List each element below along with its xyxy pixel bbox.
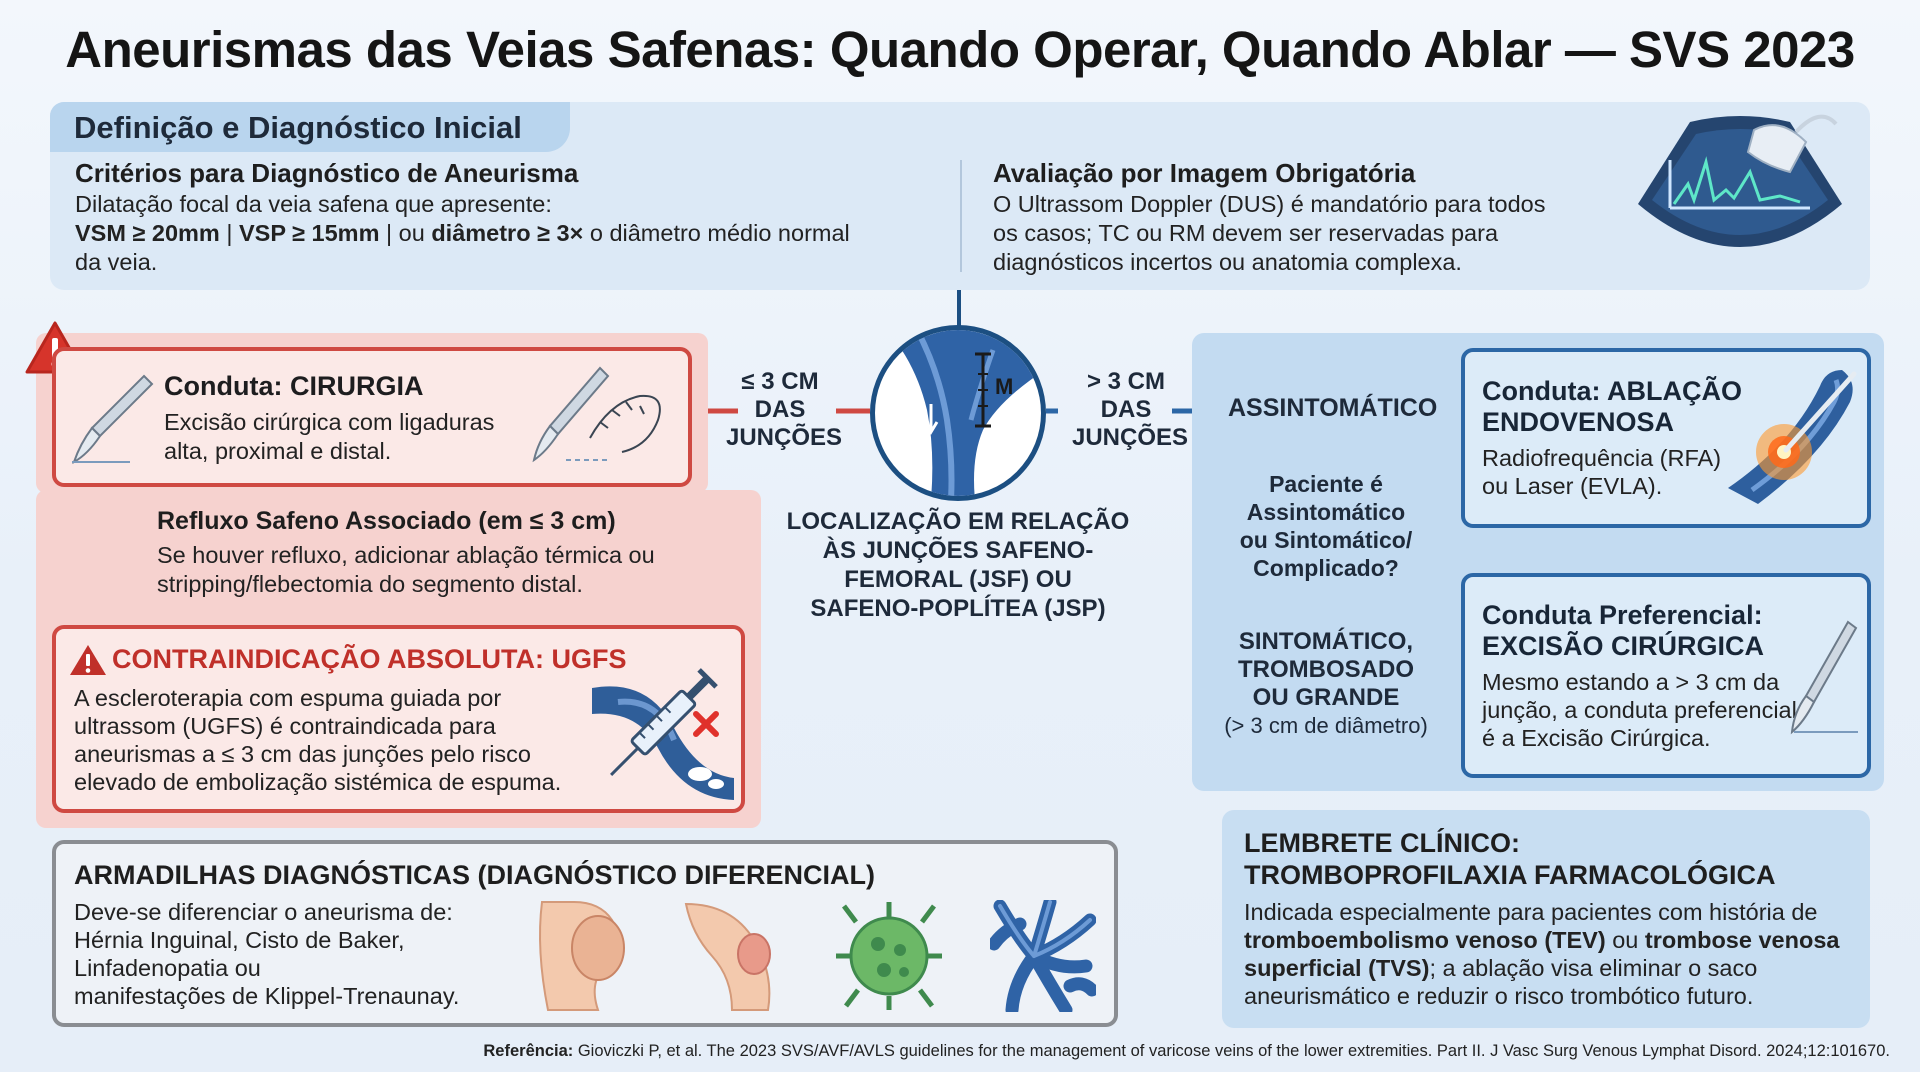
decision-question-line-3: ou Sintomático/ <box>1239 527 1413 553</box>
syringe-icon <box>588 648 736 800</box>
decision-question <box>1214 470 1438 582</box>
ablation-title-line-2: ENDOVENOSA <box>1482 407 1675 437</box>
right-branch-label <box>1072 368 1189 452</box>
left-branch-label <box>726 368 843 452</box>
symptomatic-line-3: OU GRANDE <box>1252 684 1400 711</box>
contraindication-line-4: elevado de embolização sistémica de espuma. <box>74 769 562 795</box>
right-branch-line-2: DAS <box>1100 396 1152 423</box>
criteria-diameter: diâmetro ≥ 3× <box>431 220 584 246</box>
decision-question-line-2: Assintomático <box>1246 499 1406 525</box>
endovenous-catheter-icon <box>1722 366 1862 510</box>
right-branch-line-1: > 3 CM <box>1086 368 1166 395</box>
reminder-line-2 <box>1244 926 1839 955</box>
imaging-line-1: O Ultrassom Doppler (DUS) é mandatório para todos <box>993 191 1546 217</box>
reminder-line-1: Indicada especialmente para pacientes com história de <box>1244 899 1818 925</box>
circle-mark: M <box>995 374 1014 399</box>
criteria-vsm: VSM ≥ 20mm <box>75 220 220 246</box>
criteria-line-1: Dilatação focal da veia safena que apresente: <box>75 191 552 217</box>
excision-title-line-2: EXCISÃO CIRÚRGICA <box>1482 631 1765 661</box>
vein-junction-icon <box>875 330 1041 496</box>
contraindication-title: CONTRAINDICAÇÃO ABSOLUTA: UGFS <box>112 644 627 674</box>
criteria-line-3: da veia. <box>75 249 158 275</box>
location-caption-line-3: FEMORAL (JSF) OU <box>844 566 1072 593</box>
reminder-line-3-rest: ; a ablação visa eliminar o saco <box>1429 955 1758 981</box>
contraindication-line-2: ultrassom (UGFS) é contraindicada para <box>74 713 496 739</box>
reminder-heading-line-1: LEMBRETE CLÍNICO: <box>1244 828 1520 858</box>
reflux-line-2: stripping/flebectomia do segmento distal. <box>157 571 583 597</box>
symptomatic-line-2: TROMBOSADO <box>1238 656 1414 683</box>
scalpel-icon <box>70 370 155 465</box>
vascular-malformation-icon <box>990 900 1096 1012</box>
left-branch-line-2: DAS <box>754 396 806 423</box>
excision-line-3: é a Excisão Cirúrgica. <box>1482 725 1711 751</box>
decision-question-line-1: Paciente é <box>1269 471 1383 497</box>
criteria-sep-1: | <box>219 220 239 246</box>
ablation-line-2: ou Laser (EVLA). <box>1482 473 1663 499</box>
reminder-line-4: aneurismático e reduzir o risco trombótico futuro. <box>1244 983 1754 1009</box>
surgery-line-2: alta, proximal e distal. <box>164 438 392 464</box>
location-caption <box>770 507 1146 623</box>
left-branch-line-1: ≤ 3 CM <box>741 368 819 395</box>
symptomatic-label <box>1220 628 1432 740</box>
contraindication-warning-icon <box>68 643 108 677</box>
reminder-tev: tromboembolismo venoso (TEV) <box>1244 927 1606 953</box>
pitfalls-line-4: manifestações de Klippel-Trenaunay. <box>74 983 460 1009</box>
decision-question-line-4: Complicado? <box>1253 555 1399 581</box>
imaging-line-2: os casos; TC ou RM devem ser reservadas para <box>993 220 1499 246</box>
reminder-heading-line-2: TROMBOPROFILAXIA FARMACOLÓGICA <box>1244 860 1776 890</box>
definition-header: Definição e Diagnóstico Inicial <box>74 110 522 145</box>
ablation-line-1: Radiofrequência (RFA) <box>1482 445 1722 471</box>
criteria-rest: o diâmetro médio normal <box>583 220 850 246</box>
reminder-tvs-a: trombose venosa <box>1644 927 1840 953</box>
excision-title-line-1: Conduta Preferencial: <box>1482 600 1763 630</box>
right-branch-line-3: JUNÇÕES <box>1072 424 1189 451</box>
location-caption-line-1: LOCALIZAÇÃO EM RELAÇÃO <box>786 508 1130 535</box>
reference-label: Referência: <box>483 1042 574 1060</box>
surgery-line-1: Excisão cirúrgica com ligaduras <box>164 409 495 435</box>
reference-text: Gioviczki P, et al. The 2023 SVS/AVF/AVLS guidelines for the management of varicose veins of the lower extremities. Part II. J Vasc Surg Venous Lymphat Disord. 2024;12:101670. <box>573 1042 1890 1060</box>
imaging-line-3: diagnósticos incertos ou anatomia complexa. <box>993 249 1462 275</box>
reflux-heading: Refluxo Safeno Associado (em ≤ 3 cm) <box>157 507 616 535</box>
suture-icon <box>530 362 670 467</box>
reminder-line-3 <box>1244 954 1757 983</box>
contraindication-line-3: aneurismas a ≤ 3 cm das junções pelo risco <box>74 741 531 767</box>
symptomatic-line-1: SINTOMÁTICO, <box>1238 628 1414 655</box>
excision-line-1: Mesmo estando a > 3 cm da <box>1482 669 1780 695</box>
reminder-mid: ou <box>1605 927 1645 953</box>
reference <box>483 1042 1890 1061</box>
reflux-line-1: Se houver refluxo, adicionar ablação térmica ou <box>157 542 655 568</box>
baker-cyst-icon <box>682 900 788 1012</box>
criteria-sep-2: | ou <box>379 220 432 246</box>
criteria-heading: Critérios para Diagnóstico de Aneurisma <box>75 158 579 188</box>
symptomatic-note: (> 3 cm de diâmetro) <box>1224 713 1428 738</box>
location-caption-line-4: SAFENO-POPLÍTEA (JSP) <box>810 595 1106 622</box>
pitfalls-line-1: Deve-se diferenciar o aneurisma de: <box>74 899 453 925</box>
excision-line-2: junção, a conduta preferencial <box>1482 697 1797 723</box>
pitfalls-heading: ARMADILHAS DIAGNÓSTICAS (DIAGNÓSTICO DIFERENCIAL) <box>74 860 875 890</box>
reminder-tvs-b: superficial (TVS) <box>1244 955 1430 981</box>
pitfalls-line-3: Linfadenopatia ou <box>74 955 261 981</box>
inguinal-hernia-icon <box>528 900 634 1012</box>
junction-circle <box>870 325 1046 501</box>
page-title: Aneurismas das Veias Safenas: Quando Operar, Quando Ablar — SVS 2023 <box>65 21 1855 78</box>
pitfalls-line-2: Hérnia Inguinal, Cisto de Baker, <box>74 927 405 953</box>
contraindication-line-1: A escleroterapia com espuma guiada por <box>74 685 502 711</box>
location-caption-line-2: ÀS JUNÇÕES SAFENO- <box>822 537 1094 564</box>
left-branch-line-3: JUNÇÕES <box>726 424 843 451</box>
surgery-title: Conduta: CIRURGIA <box>164 371 424 401</box>
imaging-heading: Avaliação por Imagem Obrigatória <box>993 158 1416 188</box>
ablation-title-line-1: Conduta: ABLAÇÃO <box>1482 376 1742 406</box>
asymptomatic-label: ASSINTOMÁTICO <box>1228 394 1438 422</box>
excision-scalpel-icon <box>1786 618 1862 738</box>
criteria-vsp: VSP ≥ 15mm <box>238 220 380 246</box>
lymph-node-icon <box>836 900 942 1012</box>
